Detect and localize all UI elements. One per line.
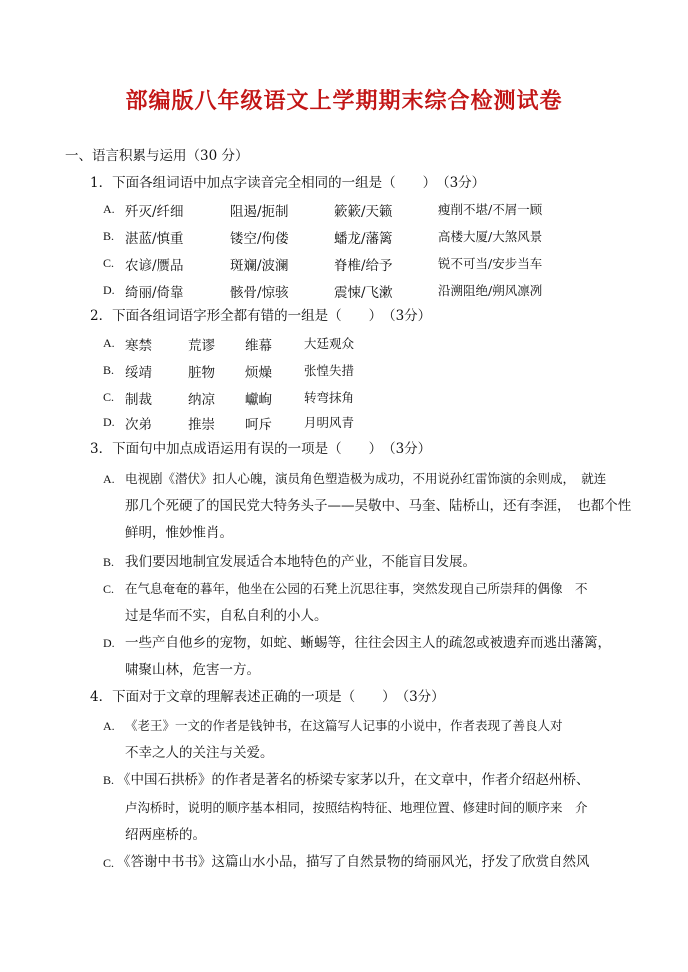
q4-option-a-letter: A. [103, 719, 115, 733]
q1-option-item: 歼灭/纤细 [125, 204, 184, 220]
q2-option-item: 荒谬 [188, 338, 215, 354]
q3-option-d-line1: 一些产自他乡的宠物，如蛇、蜥蜴等，往往会因主人的疏忽或被遗弃而逃出藩篱， [125, 635, 611, 651]
q4-option-c-letter: C. [103, 856, 115, 870]
q3-option-a-line3: 鲜明，惟妙惟肖。 [125, 525, 233, 541]
q1-option-item: 阻遏/扼制 [230, 204, 289, 220]
q2-option-item: 制裁 [125, 392, 152, 408]
q3-option-d-line2: 啸聚山林，危害一方。 [125, 662, 260, 678]
q1-option-item: 沿溯阻绝/朔风凛冽 [438, 283, 543, 298]
q2-option-item: 呵斥 [245, 417, 272, 433]
q1-option-item: 锐不可当/安步当车 [438, 256, 543, 271]
q2-option-letter: B. [103, 363, 115, 377]
q4-option-b-line2: 卢沟桥时，说明的顺序基本相同，按照结构特征、地理位置、修建时间的顺序来 介 [125, 800, 588, 815]
q3-option-b-line1: 我们要因地制宜发展适合本地特色的产业，不能盲目发展。 [125, 554, 476, 570]
q1-option-item: 簌簌/天籁 [334, 204, 393, 220]
q1-option-letter: D. [103, 283, 115, 297]
q1-option-letter: C. [103, 256, 115, 270]
q2-option-item: 张惶失措 [304, 363, 355, 378]
q2-option-item: 脏物 [188, 365, 215, 381]
q1-option-letter: B. [103, 229, 115, 243]
question-4-stem: 4．下面对于文章的理解表述正确的一项是（ ） （3分） [90, 689, 445, 705]
question-2-stem: 2．下面各组词语字形全都有错的一组是（ ） （3分） [90, 308, 432, 324]
q1-option-item: 高楼大厦/大煞风景 [438, 229, 543, 244]
q3-option-c-letter: C. [103, 582, 115, 596]
q1-option-item: 绮丽/倚靠 [125, 285, 184, 301]
q1-option-item: 湛蓝/慎重 [125, 231, 184, 247]
page-title: 部编版八年级语文上学期期末综合检测试卷 [125, 88, 563, 114]
q1-option-letter: A. [103, 202, 115, 216]
q2-option-item: 月明风青 [304, 415, 355, 430]
q1-option-item: 镂空/佝偻 [230, 231, 289, 247]
q4-option-b-letter: B. [103, 773, 115, 787]
q1-option-item: 蟠龙/藩篱 [334, 231, 393, 247]
q3-option-a-line1: 电视剧《潜伏》扣人心魄，演员角色塑造极为成功，不用说孙红雷饰演的余则成， 就连 [125, 471, 607, 486]
q3-option-c-line2: 过是华而不实，自私自利的小人。 [125, 608, 328, 624]
q3-option-a-letter: A. [103, 472, 115, 486]
q2-option-letter: D. [103, 415, 115, 429]
q3-option-c-line1: 在气息奄奄的暮年，他坐在公园的石凳上沉思往事，突然发现自己所崇拜的偶像 不 [125, 581, 588, 596]
question-1-stem: 1．下面各组词语中加点字读音完全相同的一组是（ ） （3分） [90, 175, 486, 191]
q1-option-item: 脊椎/给予 [334, 258, 393, 274]
q2-option-letter: C. [103, 390, 115, 404]
section-heading: 一、语言积累与运用（30 分） [65, 148, 249, 164]
q2-option-item: 维幕 [245, 338, 272, 354]
q1-option-item: 瘦削不堪/不屑一顾 [438, 202, 543, 217]
q2-option-item: 烦燥 [245, 365, 272, 381]
q4-option-a-line2: 不幸之人的关注与关爱。 [125, 745, 274, 761]
q3-option-b-letter: B. [103, 555, 115, 569]
q3-option-d-letter: D. [103, 636, 115, 650]
q2-option-item: 寒禁 [125, 338, 152, 354]
q2-option-item: 推崇 [188, 417, 215, 433]
q2-option-item: 纳凉 [188, 392, 215, 408]
q2-option-item: 绥靖 [125, 365, 152, 381]
q4-option-a-line1: 《老王》一文的作者是钱钟书，在这篇写人记事的小说中，作者表现了善良人对 [125, 718, 563, 733]
q3-option-a-line2: 那几个死硬了的国民党大特务头子——吴敬中、马奎、陆桥山，还有李涯， 也都个性 [125, 498, 632, 514]
q2-option-item: 大廷观众 [304, 336, 355, 351]
q2-option-letter: A. [103, 336, 115, 350]
q1-option-item: 农谚/赝品 [125, 258, 184, 274]
question-3-stem: 3．下面句中加点成语运用有误的一项是（ ） （3分） [90, 441, 432, 457]
q1-option-item: 震悚/飞漱 [334, 285, 393, 301]
q2-option-item: 转弯抹角 [304, 390, 355, 405]
q2-option-item: 巘峋 [245, 392, 272, 408]
q4-option-b-line3: 绍两座桥的。 [125, 827, 206, 843]
q1-option-item: 斑斓/波澜 [230, 258, 289, 274]
q4-option-c-line1: 《答谢中书书》这篇山水小品，描写了自然景物的绮丽风光，抒发了欣赏自然风 [117, 854, 590, 870]
q1-option-item: 骸骨/惊骇 [230, 285, 289, 301]
q2-option-item: 次弟 [125, 417, 152, 433]
q4-option-b-line1: 《中国石拱桥》的作者是著名的桥梁专家茅以升，在文章中，作者介绍赵州桥、 [117, 772, 590, 788]
